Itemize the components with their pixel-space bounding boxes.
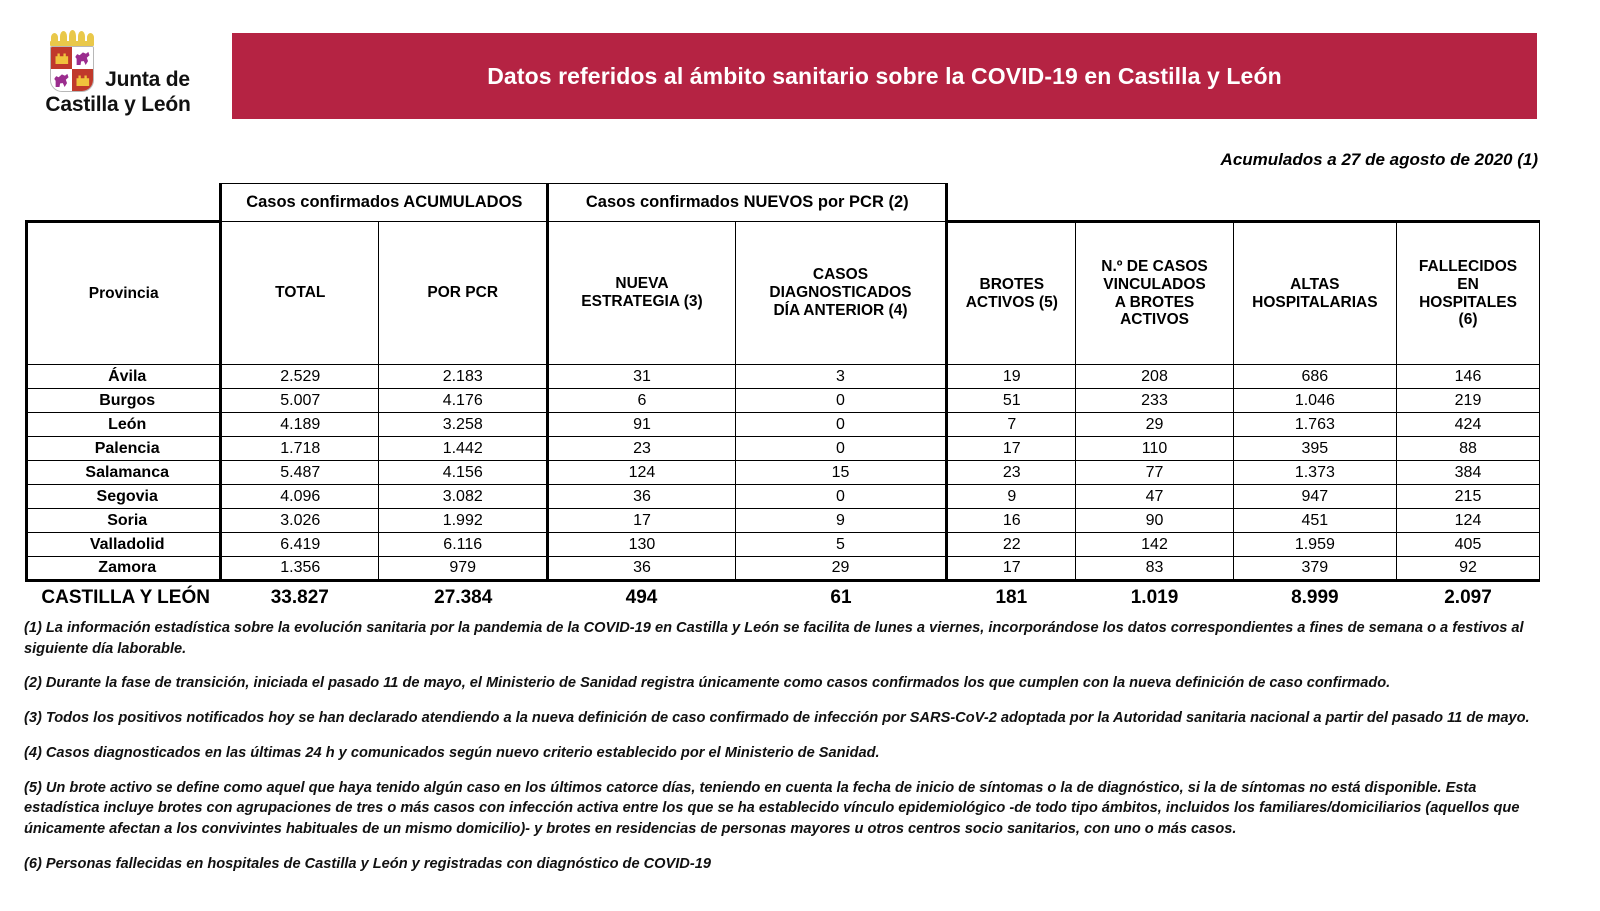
cell-fallecidos: 88	[1397, 437, 1540, 461]
cell-total: 3.026	[221, 509, 379, 533]
cell-vinculados: 90	[1076, 509, 1233, 533]
cell-total: 2.529	[221, 365, 379, 389]
cell-altas: 1.959	[1233, 533, 1396, 557]
cell-vinculados: 83	[1076, 557, 1233, 581]
cell-nueva-estrategia: 31	[548, 365, 735, 389]
total-cell-altas: 8.999	[1233, 581, 1396, 614]
col-header-fallecidos-line-4: (6)	[1458, 311, 1478, 329]
cell-dia-anterior: 5	[735, 533, 947, 557]
brand-line-1: Junta de	[105, 68, 190, 92]
total-cell-dia-anterior: 61	[735, 581, 947, 614]
page-header	[0, 0, 1600, 142]
col-header-brotes-activos-line-1: BROTES	[979, 275, 1045, 293]
col-header-brotes-activos	[947, 222, 1076, 365]
col-header-vinculados-line-2: VINCULADOS	[1103, 275, 1206, 293]
cell-brotes-activos: 51	[947, 389, 1076, 413]
cell-por-pcr: 3.258	[379, 413, 548, 437]
cell-por-pcr: 3.082	[379, 485, 548, 509]
group-header-acumulados: Casos confirmados ACUMULADOS	[221, 184, 548, 222]
cell-nueva-estrategia: 124	[548, 461, 735, 485]
cell-brotes-activos: 19	[947, 365, 1076, 389]
col-header-total	[221, 222, 379, 365]
cell-altas: 395	[1233, 437, 1396, 461]
footnote-5: (5) Un brote activo se define como aquel que haya tenido algún caso en los últimos catorce días, teniendo en cuenta la fecha de inicio de síntomas o la de diagnóstico, si la de síntomas no está disponible. Esta estadística incluye brotes con agrupaciones de tres o más casos con infección activa entre los que se ha establecido vínculo epidemiológico -de todo tipo ámbitos, incluidos los familiares/domiciliarios (aquellos que únicamente afectan a los convivintes habituales de un mismo domicilio)- y brotes en residencias de personas mayores u otros centros socio sanitarios, con uno o más casos.	[24, 779, 1520, 838]
col-header-dia-anterior-line-3: DÍA ANTERIOR (4)	[773, 301, 908, 319]
table-total-row	[27, 581, 1540, 614]
cell-provincia: León	[27, 413, 221, 437]
column-header-row	[27, 222, 1540, 365]
table-row	[27, 365, 1540, 389]
cell-brotes-activos: 9	[947, 485, 1076, 509]
col-header-altas	[1233, 222, 1396, 365]
cell-vinculados: 208	[1076, 365, 1233, 389]
cell-vinculados: 233	[1076, 389, 1233, 413]
col-header-altas-line-1: ALTAS	[1290, 275, 1340, 293]
total-cell-nueva-estrategia: 494	[548, 581, 735, 614]
shield-icon	[50, 46, 94, 92]
col-header-vinculados-line-1: N.º DE CASOS	[1101, 257, 1208, 275]
quarter-lion-2	[51, 69, 72, 91]
crown-icon	[50, 31, 94, 46]
cell-provincia: Salamanca	[27, 461, 221, 485]
cell-brotes-activos: 23	[947, 461, 1076, 485]
cell-vinculados: 110	[1076, 437, 1233, 461]
total-cell-por-pcr: 27.384	[379, 581, 548, 614]
cell-nueva-estrategia: 36	[548, 557, 735, 581]
cell-dia-anterior: 29	[735, 557, 947, 581]
cell-provincia: Valladolid	[27, 533, 221, 557]
total-cell-provincia: CASTILLA Y LEÓN	[27, 581, 221, 614]
cell-dia-anterior: 0	[735, 413, 947, 437]
cell-total: 1.356	[221, 557, 379, 581]
cell-altas: 947	[1233, 485, 1396, 509]
col-header-brotes-activos-line-2: ACTIVOS (5)	[965, 293, 1058, 311]
cell-altas: 379	[1233, 557, 1396, 581]
cell-fallecidos: 405	[1397, 533, 1540, 557]
cell-provincia: Zamora	[27, 557, 221, 581]
quarter-castle-1	[51, 47, 72, 69]
title-banner	[232, 33, 1537, 119]
cell-altas: 451	[1233, 509, 1396, 533]
col-header-provincia	[27, 222, 221, 365]
cell-por-pcr: 4.176	[379, 389, 548, 413]
cell-nueva-estrategia: 36	[548, 485, 735, 509]
total-cell-brotes-activos: 181	[947, 581, 1076, 614]
table-body	[27, 365, 1540, 614]
page-title: Datos referidos al ámbito sanitario sobre la COVID-19 en Castilla y León	[487, 62, 1282, 89]
footnotes-block	[24, 618, 1552, 874]
cell-por-pcr: 2.183	[379, 365, 548, 389]
col-header-nueva-estrategia-line-1: NUEVA	[615, 275, 669, 293]
cell-altas: 686	[1233, 365, 1396, 389]
col-header-vinculados-line-3: A BROTES	[1114, 293, 1195, 311]
cell-total: 4.189	[221, 413, 379, 437]
cell-provincia: Ávila	[27, 365, 221, 389]
cell-brotes-activos: 22	[947, 533, 1076, 557]
cell-total: 5.007	[221, 389, 379, 413]
table-row	[27, 437, 1540, 461]
col-header-fallecidos-line-2: EN	[1457, 275, 1479, 293]
footnote-2: (2) Durante la fase de transición, iniciada el pasado 11 de mayo, el Ministerio de Sanidad registra únicamente como casos confirmados los que cumplen con la nueva definición de caso confirmado.	[24, 675, 1391, 692]
cell-vinculados: 77	[1076, 461, 1233, 485]
cell-por-pcr: 1.442	[379, 437, 548, 461]
group-header-row	[27, 184, 1540, 222]
cell-dia-anterior: 15	[735, 461, 947, 485]
cell-nueva-estrategia: 17	[548, 509, 735, 533]
total-cell-total: 33.827	[221, 581, 379, 614]
group-header-spacer-4	[1233, 184, 1396, 222]
footnote-6: (6) Personas fallecidas en hospitales de Castilla y León y registradas con diagnóstico de COVID-19	[24, 855, 711, 872]
group-header-spacer	[27, 184, 221, 222]
group-header-spacer-3	[1076, 184, 1233, 222]
table-row	[27, 389, 1540, 413]
table-head	[27, 184, 1540, 365]
cell-fallecidos: 384	[1397, 461, 1540, 485]
col-header-nueva-estrategia	[548, 222, 735, 365]
table-row	[27, 485, 1540, 509]
cell-dia-anterior: 0	[735, 389, 947, 413]
cell-total: 4.096	[221, 485, 379, 509]
cell-dia-anterior: 9	[735, 509, 947, 533]
footnote-4: (4) Casos diagnosticados en las últimas 24 h y comunicados según nuevo criterio establecido por el Ministerio de Sanidad.	[24, 744, 880, 761]
cell-fallecidos: 215	[1397, 485, 1540, 509]
cell-total: 5.487	[221, 461, 379, 485]
cell-dia-anterior: 0	[735, 485, 947, 509]
footnote-3: (3) Todos los positivos notificados hoy se han declarado atendiendo a la nueva definición de caso confirmado de infección por SARS-CoV-2 adoptada por la Autoridad sanitaria nacional a partir del pasado 11 de mayo.	[24, 710, 1530, 727]
col-header-nueva-estrategia-line-2: ESTRATEGIA (3)	[581, 293, 703, 310]
cell-por-pcr: 979	[379, 557, 548, 581]
col-header-fallecidos	[1397, 222, 1540, 365]
group-header-nuevos: Casos confirmados NUEVOS por PCR (2)	[548, 184, 947, 222]
cell-brotes-activos: 16	[947, 509, 1076, 533]
group-header-spacer-2	[947, 184, 1076, 222]
total-cell-vinculados: 1.019	[1076, 581, 1233, 614]
total-cell-fallecidos: 2.097	[1397, 581, 1540, 614]
cell-total: 6.419	[221, 533, 379, 557]
col-header-provincia-line: Provincia	[88, 284, 159, 302]
cell-vinculados: 142	[1076, 533, 1233, 557]
cell-nueva-estrategia: 91	[548, 413, 735, 437]
cell-altas: 1.046	[1233, 389, 1396, 413]
cell-por-pcr: 6.116	[379, 533, 548, 557]
cell-fallecidos: 219	[1397, 389, 1540, 413]
covid-data-table	[25, 183, 1540, 614]
cell-provincia: Palencia	[27, 437, 221, 461]
accumulated-date-label: Acumulados a 27 de agosto de 2020 (1)	[1220, 150, 1538, 169]
cell-altas: 1.373	[1233, 461, 1396, 485]
quarter-castle-2	[72, 69, 93, 91]
cell-fallecidos: 146	[1397, 365, 1540, 389]
col-header-por-pcr	[379, 222, 548, 365]
junta-brand-logo	[18, 26, 218, 117]
cell-por-pcr: 4.156	[379, 461, 548, 485]
cell-nueva-estrategia: 23	[548, 437, 735, 461]
col-header-fallecidos-line-3: HOSPITALES	[1419, 293, 1517, 311]
cell-por-pcr: 1.992	[379, 509, 548, 533]
group-header-spacer-5	[1397, 184, 1540, 222]
col-header-fallecidos-line-1: FALLECIDOS	[1418, 257, 1518, 275]
cell-total: 1.718	[221, 437, 379, 461]
cell-altas: 1.763	[1233, 413, 1396, 437]
col-header-dia-anterior	[735, 222, 947, 365]
table-row	[27, 557, 1540, 581]
brand-line-2: Castilla y León	[45, 93, 191, 116]
col-header-vinculados	[1076, 222, 1233, 365]
cell-nueva-estrategia: 130	[548, 533, 735, 557]
table-row	[27, 413, 1540, 437]
cell-vinculados: 47	[1076, 485, 1233, 509]
cell-dia-anterior: 3	[735, 365, 947, 389]
cell-fallecidos: 92	[1397, 557, 1540, 581]
cell-brotes-activos: 17	[947, 557, 1076, 581]
col-header-dia-anterior-line-2: DIAGNOSTICADOS	[769, 284, 912, 302]
cell-dia-anterior: 0	[735, 437, 947, 461]
cell-brotes-activos: 7	[947, 413, 1076, 437]
table-row	[27, 461, 1540, 485]
cell-brotes-activos: 17	[947, 437, 1076, 461]
table-row	[27, 533, 1540, 557]
coat-of-arms-icon	[46, 26, 98, 92]
cell-nueva-estrategia: 6	[548, 389, 735, 413]
footnote-1: (1) La información estadística sobre la evolución sanitaria por la pandemia de la COVID-19 en Castilla y León se facilita de lunes a viernes, incorporándose los datos correspondientes a fines de semana o a festivos al siguiente día laborable.	[24, 620, 1524, 657]
cell-fallecidos: 424	[1397, 413, 1540, 437]
col-header-por-pcr-line: POR PCR	[427, 284, 499, 302]
cell-provincia: Burgos	[27, 389, 221, 413]
quarter-lion-1	[72, 47, 93, 69]
table-row	[27, 509, 1540, 533]
cell-fallecidos: 124	[1397, 509, 1540, 533]
col-header-altas-line-2: HOSPITALARIAS	[1252, 293, 1378, 311]
col-header-vinculados-line-4: ACTIVOS	[1120, 311, 1189, 329]
cell-provincia: Segovia	[27, 485, 221, 509]
cell-provincia: Soria	[27, 509, 221, 533]
col-header-total-line: TOTAL	[275, 284, 326, 302]
col-header-dia-anterior-line-1: CASOS	[812, 266, 869, 284]
brand-row	[46, 26, 190, 92]
cell-vinculados: 29	[1076, 413, 1233, 437]
